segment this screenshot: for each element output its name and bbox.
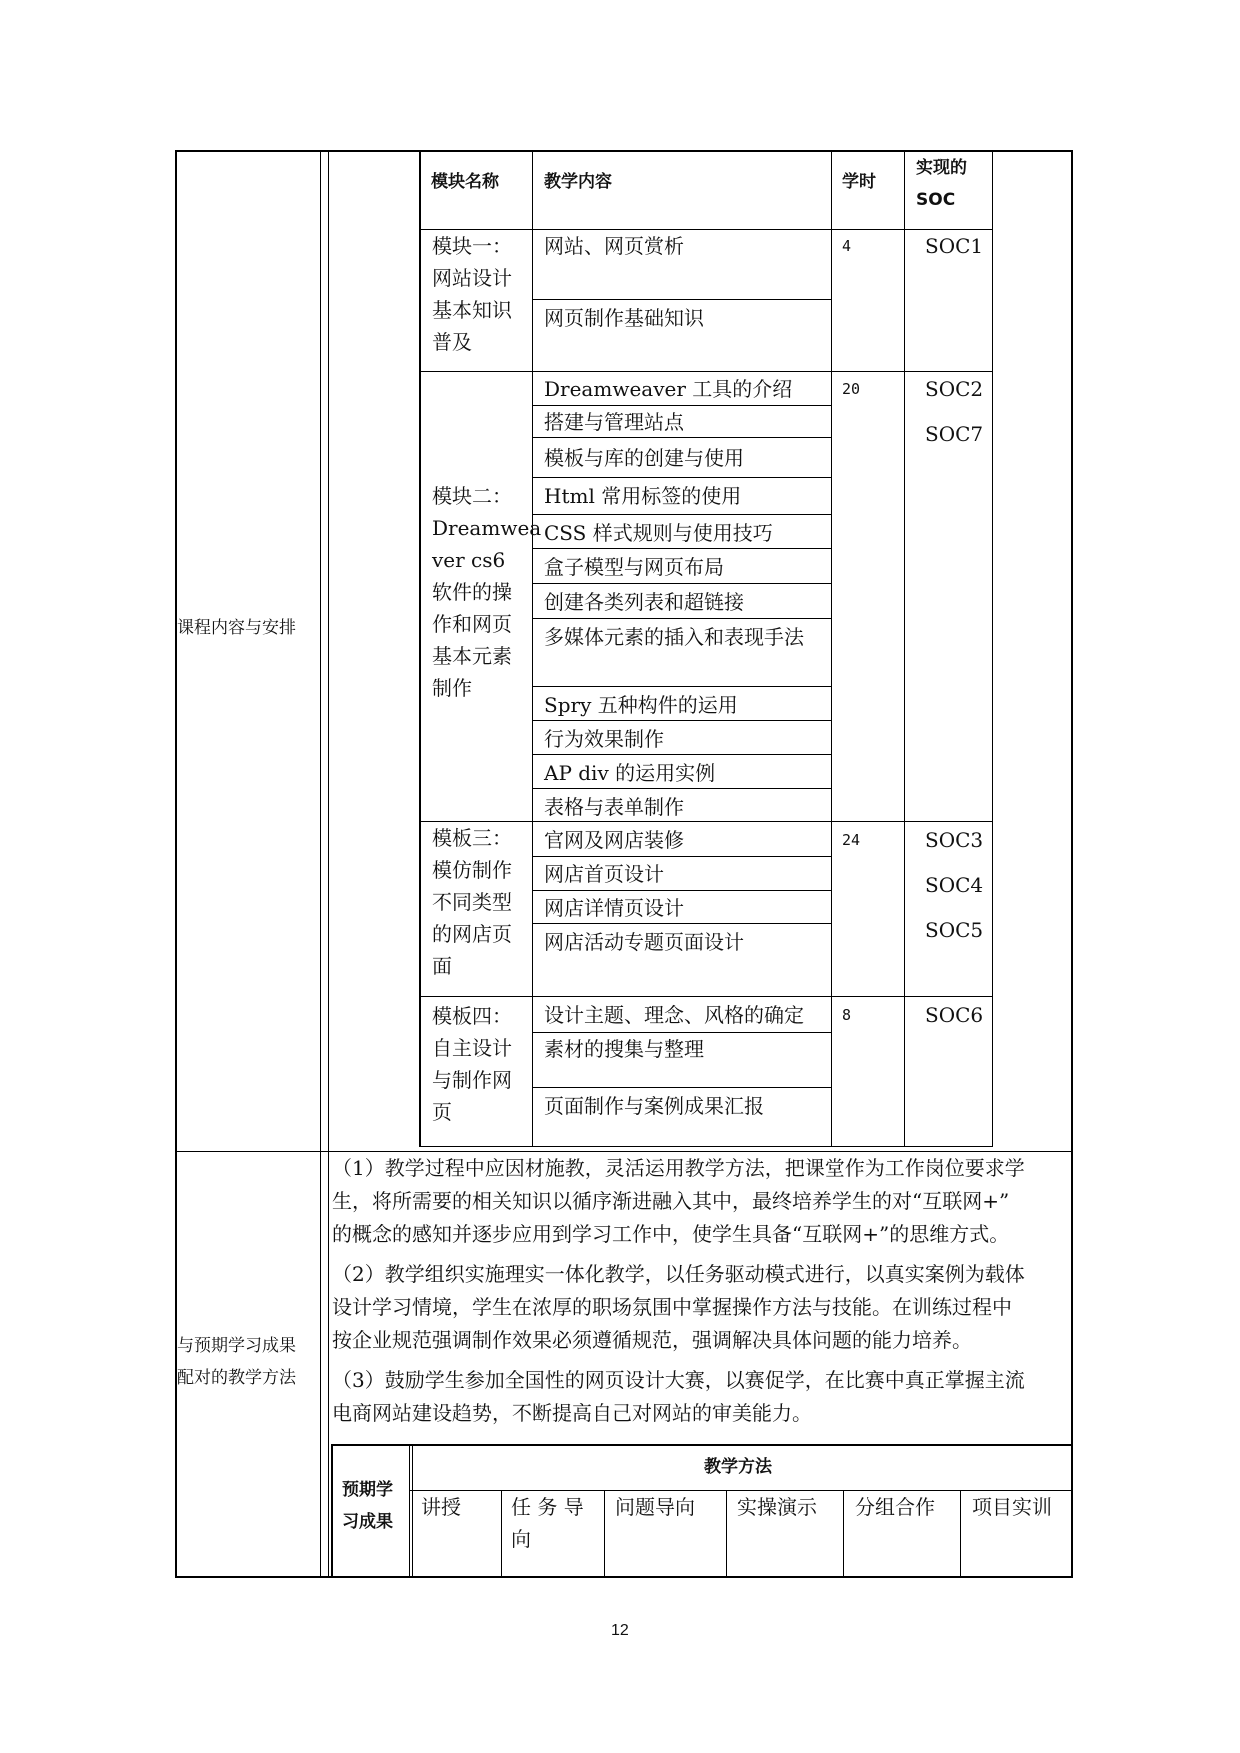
mt-row-line: [532, 686, 832, 687]
module-name-line: Dreamwea: [432, 516, 542, 540]
mt-row-line: [532, 514, 832, 515]
mt-header-soc-2: SOC: [916, 190, 956, 210]
module-name-line: 页: [432, 1100, 452, 1124]
module-name-line: 的网店页: [432, 922, 512, 946]
mt-header-hours: 学时: [842, 172, 876, 192]
st-col: [604, 1490, 605, 1577]
content-item: 网店活动专题页面设计: [544, 930, 744, 954]
module-name-line: 基本知识: [432, 298, 512, 322]
paragraph-line: 设计学习情境，学生在浓厚的职场氛围中掌握操作方法与技能。在训练过程中: [332, 1295, 1012, 1319]
module-name-line: 面: [432, 954, 452, 978]
content-item: Html 常用标签的使用: [544, 484, 742, 508]
module-soc: SOC7: [925, 422, 984, 446]
paragraph-line: 的概念的感知并逐步应用到学习工作中，使学生具备“互联网+”的思维方式。: [332, 1222, 1010, 1246]
content-item: 素材的搜集与整理: [544, 1037, 704, 1061]
section-label-content: 课程内容与安排: [177, 618, 296, 638]
paragraph-line: 生，将所需要的相关知识以循序渐进融入其中，最终培养学生的对“互联网+”: [332, 1189, 1010, 1213]
module-name-line: 模板三：: [432, 826, 512, 850]
method-column: 任 务 导: [511, 1495, 584, 1519]
content-item: 网店首页设计: [544, 862, 664, 886]
st-outcome-2: 习成果: [342, 1512, 393, 1532]
content-item: 搭建与管理站点: [544, 410, 684, 434]
content-item: 页面制作与案例成果汇报: [544, 1094, 764, 1118]
content-item: 盒子模型与网页布局: [544, 555, 724, 579]
mt-right: [992, 150, 993, 1147]
paragraph-line: 电商网站建设趋势，不断提高自己对网站的审美能力。: [332, 1401, 812, 1425]
st-left: [331, 1444, 333, 1577]
st-col-outcome: [409, 1444, 410, 1577]
mt-header-content: 教学内容: [544, 172, 612, 192]
content-item: 表格与表单制作: [544, 795, 684, 819]
method-column: 项目实训: [972, 1495, 1052, 1519]
mt-col-soc: [904, 150, 905, 1147]
content-item: 网店详情页设计: [544, 896, 684, 920]
module-name-line: 模仿制作: [432, 858, 512, 882]
module-name-line: 作和网页: [432, 612, 512, 636]
module-name-line: 模板四：: [432, 1004, 512, 1028]
mt-header-module: 模块名称: [431, 172, 499, 192]
content-item: 网站、网页赏析: [544, 234, 684, 258]
method-column: 问题导向: [615, 1495, 695, 1519]
method-column-line2: 向: [511, 1527, 531, 1551]
module-name-line: 不同类型: [432, 890, 512, 914]
mt-left: [419, 150, 421, 1147]
module-soc: SOC6: [925, 1003, 984, 1027]
module-name-line: 普及: [432, 330, 472, 354]
mt-row-line: [532, 1087, 832, 1088]
mt-bottom: [419, 1146, 993, 1147]
st-col: [843, 1490, 844, 1577]
content-item: CSS 样式规则与使用技巧: [544, 521, 773, 545]
method-column: 实操演示: [737, 1495, 817, 1519]
section-label-methods-1: 与预期学习成果: [177, 1336, 296, 1356]
module-name-line: 模块二：: [432, 484, 512, 508]
st-col: [501, 1490, 502, 1577]
module-name-line: ver cs6: [432, 548, 506, 572]
mt-header-soc-1: 实现的: [916, 158, 967, 178]
paragraph-line: （1）教学过程中应因材施教，灵活运用教学方法，把课堂作为工作岗位要求学: [332, 1156, 1025, 1180]
content-item: 设计主题、理念、风格的确定: [544, 1003, 804, 1027]
module-hours: 24: [842, 831, 861, 849]
paragraph-line: （2）教学组织实施理实一体化教学，以任务驱动模式进行，以真实案例为载体: [332, 1262, 1025, 1286]
outer-bottom-border: [175, 1576, 1073, 1578]
st-col: [960, 1490, 961, 1577]
module-name-line: 自主设计: [432, 1036, 512, 1060]
page-number: 12: [611, 1622, 629, 1639]
mt-row-line: [532, 299, 832, 300]
col-divider-b: [328, 150, 329, 1577]
content-item: 创建各类列表和超链接: [544, 590, 744, 614]
module-hours: 20: [842, 380, 861, 398]
content-item-wrap: [544, 621, 826, 685]
content-item: 模板与库的创建与使用: [544, 446, 744, 470]
mt-hline: [419, 371, 993, 372]
content-item: AP div 的运用实例: [544, 761, 716, 785]
mt-row-line: [532, 583, 832, 584]
st-col: [726, 1490, 727, 1577]
content-item: 网页制作基础知识: [544, 306, 704, 330]
section-label-methods-2: 配对的教学方法: [177, 1368, 296, 1388]
st-top: [331, 1444, 1073, 1446]
module-name-line: 软件的操: [432, 580, 512, 604]
mt-hline: [419, 996, 993, 997]
outer-right-border: [1071, 150, 1073, 1577]
content-item: 官网及网店装修: [544, 828, 684, 852]
module-soc: SOC1: [925, 234, 984, 258]
module-name-line: 模块一：: [432, 234, 512, 258]
mt-row-line: [532, 856, 832, 857]
module-soc: SOC4: [925, 873, 984, 897]
module-name-line: 制作: [432, 676, 472, 700]
module-name-line: 基本元素: [432, 644, 512, 668]
mt-row-line: [532, 477, 832, 478]
content-item: 多媒体元素的插入和表现手法: [544, 625, 804, 649]
module-name-line: 与制作网: [432, 1068, 512, 1092]
col-divider-a: [320, 150, 321, 1577]
paragraph-line: 按企业规范强调制作效果必须遵循规范，强调解决具体问题的能力培养。: [332, 1328, 972, 1352]
paragraph-line: （3）鼓励学生参加全国性的网页设计大赛，以赛促学，在比赛中真正掌握主流: [332, 1368, 1025, 1392]
content-item: Spry 五种构件的运用: [544, 693, 738, 717]
st-methods-header: 教学方法: [704, 1457, 772, 1477]
content-item: 行为效果制作: [544, 727, 664, 751]
method-column: 分组合作: [855, 1495, 935, 1519]
module-name-line: 网站设计: [432, 266, 512, 290]
mt-row-line: [532, 890, 832, 891]
method-column: 讲授: [421, 1495, 461, 1519]
content-item: Dreamweaver 工具的介绍: [544, 377, 793, 401]
module-soc: SOC5: [925, 918, 984, 942]
st-col-outcome-b: [412, 1444, 413, 1577]
mt-row-line: [532, 618, 832, 619]
module-soc: SOC2: [925, 377, 984, 401]
module-hours: 8: [842, 1006, 852, 1024]
module-soc: SOC3: [925, 828, 984, 852]
module-hours: 4: [842, 237, 852, 255]
st-outcome-1: 预期学: [342, 1480, 393, 1500]
